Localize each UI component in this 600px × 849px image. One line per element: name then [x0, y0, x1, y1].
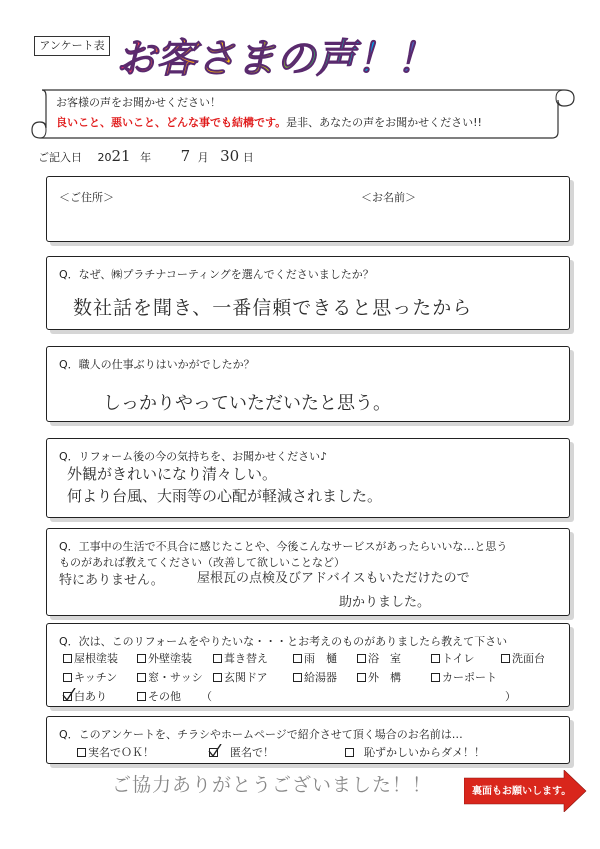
option-other[interactable]: その他 [137, 688, 181, 704]
question-1-box [46, 256, 570, 330]
option-gutter[interactable]: 雨 樋 [293, 650, 337, 666]
option-toilet[interactable]: トイレ [431, 650, 474, 666]
checkbox-icon [293, 654, 302, 663]
date-label: ご記入日 [38, 151, 82, 164]
checkbox-icon [63, 673, 72, 682]
option-anonymous[interactable]: 匿名で！ [209, 744, 274, 760]
checkbox-icon [213, 673, 222, 682]
name-label: ＜お名前＞ [361, 191, 416, 204]
question-4-box [46, 528, 570, 616]
checkbox-icon [137, 692, 146, 701]
intro-line-2-rest: 是非、あなたの声をお聞かせください!! [286, 116, 482, 129]
intro-line-2 [56, 114, 482, 130]
address-label: ＜ご住所＞ [59, 191, 114, 204]
checkbox-icon [137, 654, 146, 663]
checkbox-checked-icon [209, 748, 218, 757]
question-4-line-2: ものがあれば教えてください（改善して欲しいことなど） [59, 556, 345, 569]
answer-2: しっかりやっていただいたと思う。 [103, 393, 391, 414]
option-reroof[interactable]: 葺き替え [213, 650, 268, 666]
checkbox-checked-icon [63, 692, 72, 701]
other-paren-close: ） [505, 690, 516, 703]
year-unit: 年 [140, 151, 152, 164]
question-3-box [46, 438, 570, 518]
checkbox-icon [63, 654, 72, 663]
answer-4-line-1: 特にありません。 [59, 573, 164, 588]
option-roof-paint[interactable]: 屋根塗装 [63, 650, 118, 666]
checkbox-icon [213, 654, 222, 663]
checkbox-icon [501, 654, 510, 663]
option-termite[interactable]: 白あり [63, 688, 107, 704]
year-prefix: 20 [97, 151, 112, 164]
question-2-box [46, 346, 570, 422]
month-handwritten: 7 [180, 147, 191, 165]
answer-4-line-2: 助かりました。 [339, 595, 431, 610]
answer-4-line-1b: 屋根瓦の点検及びアドバイスもいただけたので [197, 571, 470, 586]
year-handwritten: 21 [111, 147, 131, 165]
question-3: Q．リフォーム後の今の気持ちを、お聞かせください♪ [59, 450, 328, 463]
option-kitchen[interactable]: キッチン [63, 669, 117, 685]
question-1: Q．なぜ、㈱プラチナコーティングを選んでくださいましたか？ [59, 268, 374, 281]
day-unit: 日 [242, 151, 254, 164]
option-decline[interactable]: 恥ずかしいからダメ！！ [345, 744, 485, 760]
option-entrance-door[interactable]: 玄関ドア [213, 669, 268, 685]
option-carport[interactable]: カーポート [431, 669, 497, 685]
answer-3-line-1: 外観がきれいになり清々しい。 [67, 465, 278, 483]
day-handwritten: 30 [220, 147, 240, 165]
option-washbasin[interactable]: 洗面台 [501, 650, 545, 666]
option-window[interactable]: 窓・サッシ [137, 669, 203, 685]
checkbox-icon [357, 673, 366, 682]
month-unit: 月 [197, 151, 209, 164]
checkbox-icon [137, 673, 146, 682]
intro-line-2-emphasis: 良いこと、悪いこと、どんな事でも結構です。 [56, 116, 287, 129]
intro-scroll [28, 84, 576, 140]
option-real-name[interactable]: 実名でＯＫ！ [77, 744, 154, 760]
option-water-heater[interactable]: 給湯器 [293, 669, 337, 685]
checkbox-icon [345, 748, 354, 757]
question-2: Q．職人の仕事ぶりはいかがでしたか？ [59, 358, 255, 371]
question-6: Q．このアンケートを、チラシやホームページで紹介させて頂く場合のお名前は… [59, 728, 463, 741]
thanks-message: ご協力ありがとうございました！！ [112, 774, 433, 796]
back-side-note: 裏面もお願いします。 [472, 786, 572, 797]
checkbox-icon [431, 654, 440, 663]
survey-label: アンケート表 [34, 36, 110, 56]
option-wall-paint[interactable]: 外壁塗装 [137, 650, 192, 666]
checkbox-icon [431, 673, 440, 682]
other-paren-open: （ [201, 690, 212, 703]
page-title-text: お客さまの声！！ [116, 36, 436, 82]
question-6-box [46, 716, 570, 764]
entry-date [38, 147, 254, 165]
option-bath[interactable]: 浴 室 [357, 650, 401, 666]
checkbox-icon [77, 748, 86, 757]
question-4-line-1: Q．工事中の生活で不具合に感じたことや、今後こんなサービスがあったらいいな…と思う [59, 540, 508, 553]
checkbox-icon [293, 673, 302, 682]
answer-1: 数社話を聞き、一番信頼できると思ったから [73, 297, 473, 319]
address-box [46, 176, 570, 242]
page-title [110, 28, 510, 86]
question-5: Q．次は、このリフォームをやりたいな・・・とお考えのものがありましたら教えて下さい [59, 635, 508, 648]
checkbox-icon [357, 654, 366, 663]
question-5-box [46, 623, 570, 707]
option-exterior[interactable]: 外 構 [357, 669, 401, 685]
intro-line-1: お客様の声をお聞かせください！ [56, 96, 221, 109]
answer-3-line-2: 何より台風、大雨等の心配が軽減されました。 [67, 487, 383, 505]
